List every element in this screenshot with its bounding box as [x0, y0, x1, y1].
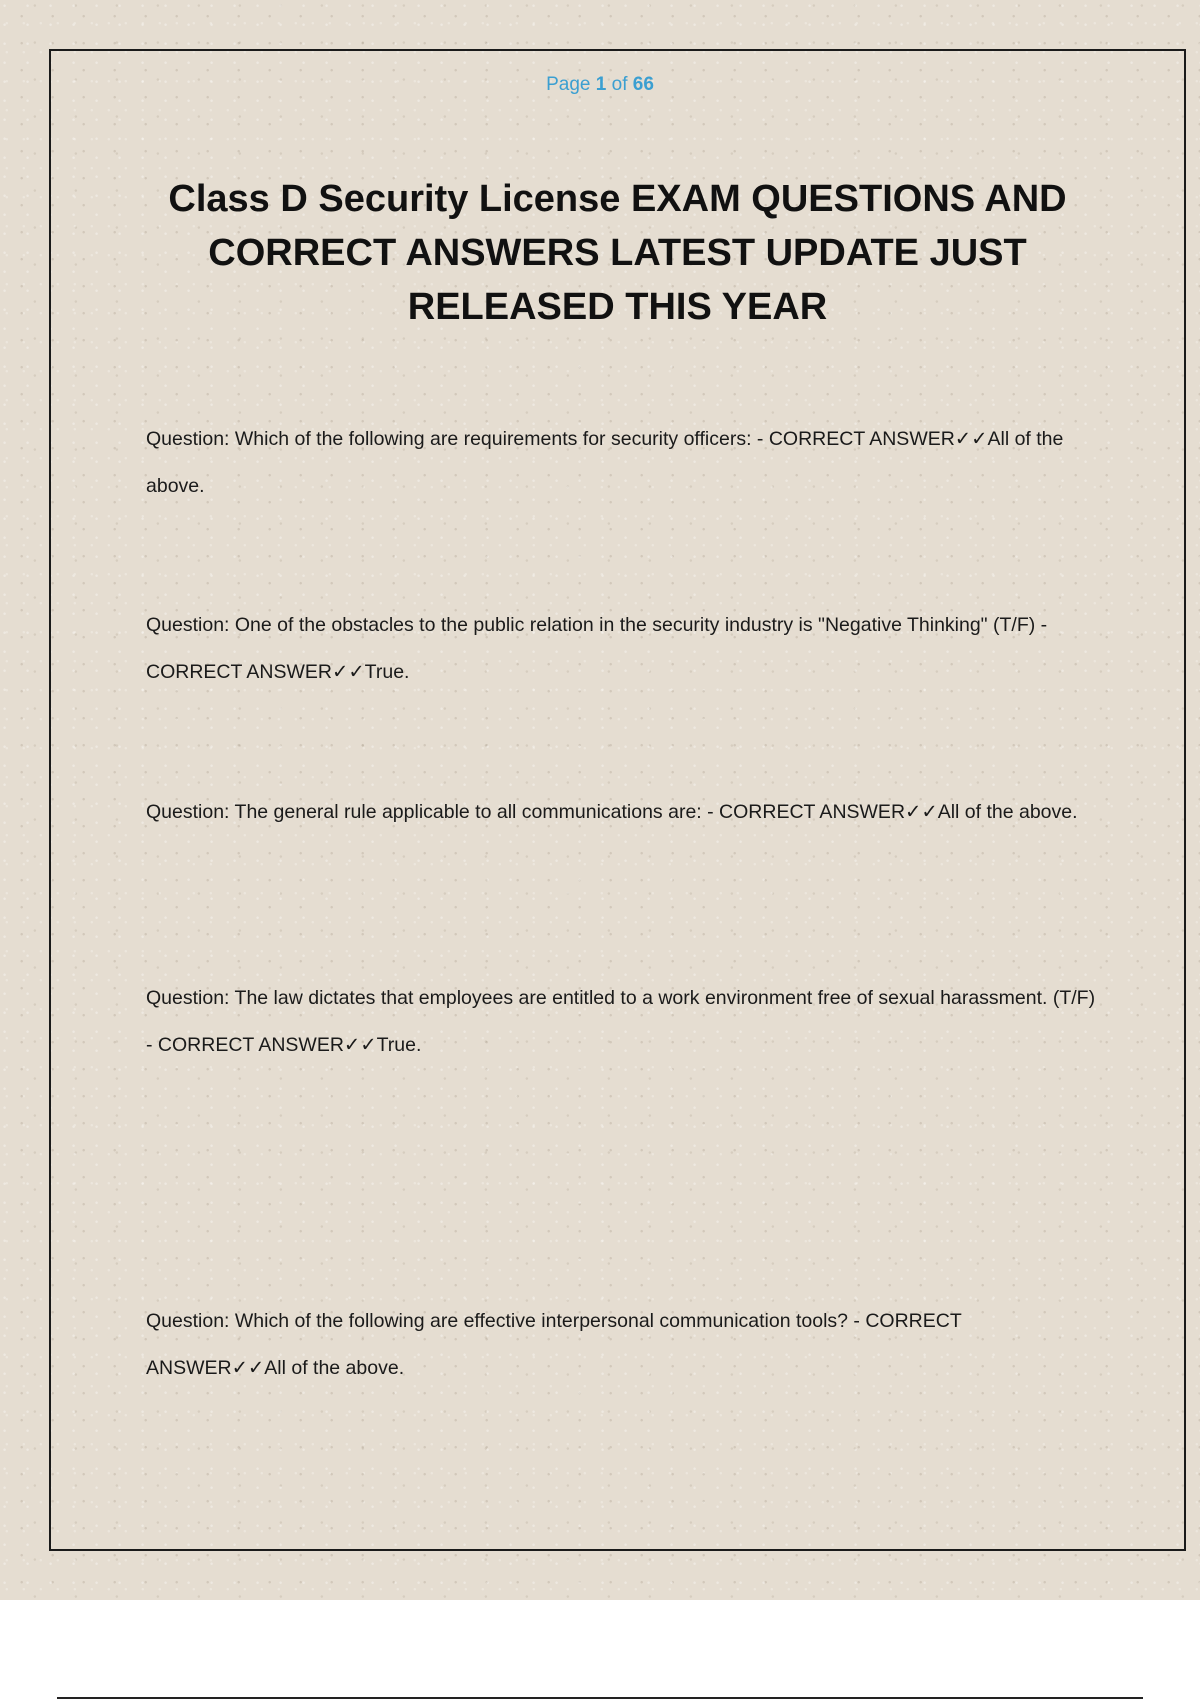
question-1: Question: Which of the following are requirements for security officers: - CORRECT ANSWER✓✓All of the above. — [146, 428, 1064, 497]
page-current: 1 — [595, 74, 607, 95]
question-2: Question: One of the obstacles to the public relation in the security industry is "Negative Thinking" (T/F) - CORRECT ANSWER✓✓True. — [146, 614, 1048, 683]
page-label-prefix: Page — [546, 74, 596, 95]
page-number — [0, 74, 1200, 96]
page-total: 66 — [632, 74, 654, 95]
footer-divider — [57, 1697, 1143, 1699]
page-label-of: of — [606, 74, 633, 95]
document-title: Class D Security License EXAM QUESTIONS AND CORRECT ANSWERS LATEST UPDATE JUST RELEASED THIS YEAR — [168, 178, 1067, 328]
question-5: Question: Which of the following are effective interpersonal communication tools? - CORRECT ANSWER✓✓All of the above. — [146, 1310, 962, 1379]
question-4: Question: The law dictates that employees are entitled to a work environment free of sexual harassment. (T/F) - CORRECT ANSWER✓✓True. — [146, 987, 1096, 1056]
question-3: Question: The general rule applicable to all communications are: - CORRECT ANSWER✓✓All of the above. — [146, 801, 1078, 823]
